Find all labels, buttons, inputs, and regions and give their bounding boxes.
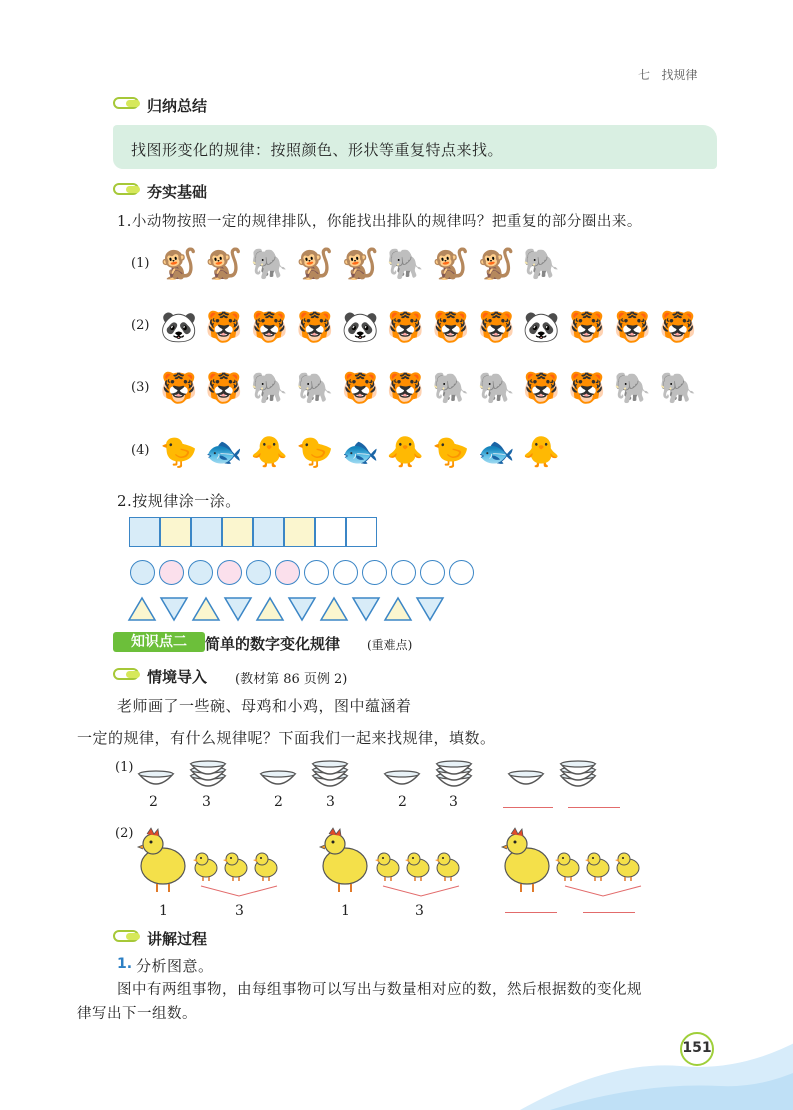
chapter-header bbox=[638, 66, 697, 83]
tiger-icon: 🐯 bbox=[205, 310, 243, 345]
hens-chicks-figure bbox=[135, 820, 647, 898]
pattern-square[interactable] bbox=[284, 517, 315, 547]
pattern-circle[interactable] bbox=[304, 560, 329, 585]
pattern-circle[interactable] bbox=[449, 560, 474, 585]
explain-para-2: 律写出下一组数。 bbox=[77, 1006, 197, 1022]
basics-heading: 夯实基础 bbox=[147, 183, 208, 201]
tiger-icon: 🐯 bbox=[613, 310, 651, 345]
pattern-triangle[interactable] bbox=[417, 598, 443, 620]
chick-icon bbox=[435, 853, 459, 881]
page-number: 151 bbox=[680, 1032, 714, 1066]
knowledge-badge: 知识点二 bbox=[113, 632, 205, 652]
pattern-triangle[interactable] bbox=[289, 598, 315, 620]
bowl-count: 3 bbox=[449, 794, 458, 810]
pattern-triangle[interactable] bbox=[161, 598, 187, 620]
bowl-count: 3 bbox=[202, 794, 211, 810]
question-2: 2.按规律涂一涂。 bbox=[117, 492, 241, 510]
tiger-icon: 🐯 bbox=[568, 310, 606, 345]
footer-wave bbox=[520, 1030, 793, 1110]
elephant-icon: 🐘 bbox=[477, 371, 515, 406]
chick-icon bbox=[555, 853, 579, 881]
panda-icon: 🐼 bbox=[160, 310, 198, 345]
tiger-icon: 🐯 bbox=[386, 310, 425, 345]
pattern-circle[interactable] bbox=[391, 560, 416, 585]
pattern-circle[interactable] bbox=[130, 560, 155, 585]
bowl-icon bbox=[385, 771, 419, 784]
tiger-icon: 🐯 bbox=[522, 371, 561, 406]
pattern-square[interactable] bbox=[160, 517, 191, 547]
pattern-triangle[interactable] bbox=[385, 598, 411, 620]
elephant-icon: 🐘 bbox=[250, 247, 289, 282]
fish-icon: 🐟 bbox=[205, 435, 243, 470]
chick-icon bbox=[223, 853, 247, 881]
fish-icon: 🐟 bbox=[341, 435, 379, 470]
hen-icon bbox=[502, 828, 549, 892]
monkey-icon: 🐒 bbox=[296, 247, 334, 282]
answer-blank[interactable] bbox=[583, 912, 635, 913]
square-pattern bbox=[129, 517, 377, 547]
chapter-number: 七 bbox=[638, 68, 651, 82]
chick-icon bbox=[585, 853, 609, 881]
question-1: 1.小动物按照一定的规律排队，你能找出排队的规律吗？把重复的部分圈出来。 bbox=[117, 214, 642, 230]
pattern-triangle[interactable] bbox=[225, 598, 251, 620]
bowl-count: 2 bbox=[149, 794, 158, 810]
bowl-icon bbox=[509, 771, 543, 784]
tiger-icon: 🐯 bbox=[296, 310, 334, 345]
knowledge-title: 简单的数字变化规律 bbox=[205, 635, 341, 653]
pattern-square[interactable] bbox=[315, 517, 346, 547]
elephant-icon: 🐘 bbox=[658, 371, 697, 406]
tiger-icon: 🐯 bbox=[477, 310, 515, 345]
pattern-square[interactable] bbox=[222, 517, 253, 547]
pattern-triangle[interactable] bbox=[353, 598, 379, 620]
tiger-icon: 🐯 bbox=[568, 371, 606, 406]
row-label: (1) bbox=[131, 256, 150, 271]
pattern-square[interactable] bbox=[191, 517, 222, 547]
explain-heading: 讲解过程 bbox=[147, 930, 208, 948]
pattern-circle[interactable] bbox=[420, 560, 445, 585]
monkey-icon: 🐒 bbox=[432, 247, 470, 282]
bowl-count: 2 bbox=[274, 794, 283, 810]
animal-row-2 bbox=[160, 305, 696, 351]
tiger-icon: 🐯 bbox=[341, 371, 379, 406]
circle-pattern bbox=[130, 560, 474, 585]
chick-head-icon: 🐤 bbox=[160, 435, 198, 470]
pattern-circle[interactable] bbox=[333, 560, 358, 585]
pattern-square[interactable] bbox=[346, 517, 377, 547]
tiger-icon: 🐯 bbox=[658, 310, 697, 345]
intro-line-1: 老师画了一些碗、母鸡和小鸡，图中蕴涵着 bbox=[117, 697, 412, 715]
knowledge-tag: (重难点) bbox=[367, 638, 413, 652]
step-number: 1. bbox=[117, 956, 133, 972]
intro-line-2: 一定的规律，有什么规律呢？下面我们一起来找规律，填数。 bbox=[77, 729, 496, 747]
row-label: (4) bbox=[131, 443, 150, 458]
chick-count: 3 bbox=[415, 903, 424, 919]
pattern-circle[interactable] bbox=[362, 560, 387, 585]
tiger-icon: 🐯 bbox=[205, 371, 243, 406]
chick-head-icon: 🐤 bbox=[432, 435, 470, 470]
animal-row-3 bbox=[160, 366, 696, 412]
elephant-icon: 🐘 bbox=[250, 371, 289, 406]
bowl-count: 3 bbox=[326, 794, 335, 810]
pattern-circle[interactable] bbox=[217, 560, 242, 585]
summary-heading: 归纳总结 bbox=[147, 97, 208, 115]
hen-icon bbox=[138, 828, 185, 892]
chick-icon: 🐥 bbox=[250, 435, 289, 470]
step-text: 分析图意。 bbox=[136, 957, 214, 975]
summary-text: 找图形变化的规律：按照颜色、形状等重复特点来找。 bbox=[131, 141, 504, 159]
pattern-triangle[interactable] bbox=[257, 598, 283, 620]
pattern-circle[interactable] bbox=[159, 560, 184, 585]
animal-row-4 bbox=[160, 430, 560, 476]
monkey-icon: 🐒 bbox=[341, 247, 379, 282]
elephant-icon: 🐘 bbox=[432, 371, 470, 406]
animal-row-1 bbox=[160, 242, 560, 288]
bowl-count: 2 bbox=[398, 794, 407, 810]
monkey-icon: 🐒 bbox=[160, 247, 198, 282]
bowl-icon bbox=[261, 771, 295, 784]
pattern-triangle[interactable] bbox=[129, 598, 155, 620]
chick-icon bbox=[615, 853, 639, 881]
hen-icon bbox=[320, 828, 367, 892]
tiger-icon: 🐯 bbox=[386, 371, 425, 406]
pattern-circle[interactable] bbox=[188, 560, 213, 585]
panda-icon: 🐼 bbox=[341, 310, 379, 345]
answer-blank[interactable] bbox=[505, 912, 557, 913]
triangle-pattern bbox=[127, 596, 457, 624]
exercise-2-label: (2) bbox=[115, 826, 134, 841]
intro-heading: 情境导入 bbox=[147, 668, 208, 686]
chick-icon bbox=[375, 853, 399, 881]
chick-icon: 🐥 bbox=[386, 435, 425, 470]
chick-icon bbox=[253, 853, 277, 881]
hen-count: 1 bbox=[159, 903, 168, 919]
chick-icon bbox=[405, 853, 429, 881]
chick-head-icon: 🐤 bbox=[296, 435, 334, 470]
chapter-title: 找规律 bbox=[661, 68, 698, 82]
section-pill-icon bbox=[113, 930, 139, 942]
elephant-icon: 🐘 bbox=[613, 371, 651, 406]
section-pill-icon bbox=[113, 97, 139, 109]
tiger-icon: 🐯 bbox=[250, 310, 289, 345]
tiger-icon: 🐯 bbox=[432, 310, 470, 345]
fish-icon: 🐟 bbox=[477, 435, 515, 470]
chick-icon bbox=[193, 853, 217, 881]
pattern-circle[interactable] bbox=[246, 560, 271, 585]
panda-icon: 🐼 bbox=[522, 310, 561, 345]
bowl-icon bbox=[139, 771, 173, 784]
elephant-icon: 🐘 bbox=[522, 247, 561, 282]
explain-para-1: 图中有两组事物，由每组事物可以写出与数量相对应的数，然后根据数的变化规 bbox=[117, 982, 642, 998]
answer-blank[interactable] bbox=[503, 807, 553, 808]
chick-count: 3 bbox=[235, 903, 244, 919]
tiger-icon: 🐯 bbox=[160, 371, 198, 406]
monkey-icon: 🐒 bbox=[205, 247, 243, 282]
exercise-1-label: (1) bbox=[115, 760, 134, 775]
row-label: (3) bbox=[131, 380, 150, 395]
pattern-square[interactable] bbox=[253, 517, 284, 547]
pattern-triangle[interactable] bbox=[193, 598, 219, 620]
pattern-triangle[interactable] bbox=[321, 598, 347, 620]
hen-count: 1 bbox=[341, 903, 350, 919]
row-label: (2) bbox=[131, 318, 150, 333]
elephant-icon: 🐘 bbox=[386, 247, 425, 282]
pattern-square[interactable] bbox=[129, 517, 160, 547]
pattern-circle[interactable] bbox=[275, 560, 300, 585]
elephant-icon: 🐘 bbox=[296, 371, 334, 406]
bowls-figure bbox=[135, 752, 605, 788]
answer-blank[interactable] bbox=[568, 807, 620, 808]
section-pill-icon bbox=[113, 183, 139, 195]
monkey-icon: 🐒 bbox=[477, 247, 515, 282]
section-pill-icon bbox=[113, 668, 139, 680]
chick-icon: 🐥 bbox=[522, 435, 561, 470]
textbook-reference: (教材第 86 页例 2) bbox=[235, 672, 348, 687]
